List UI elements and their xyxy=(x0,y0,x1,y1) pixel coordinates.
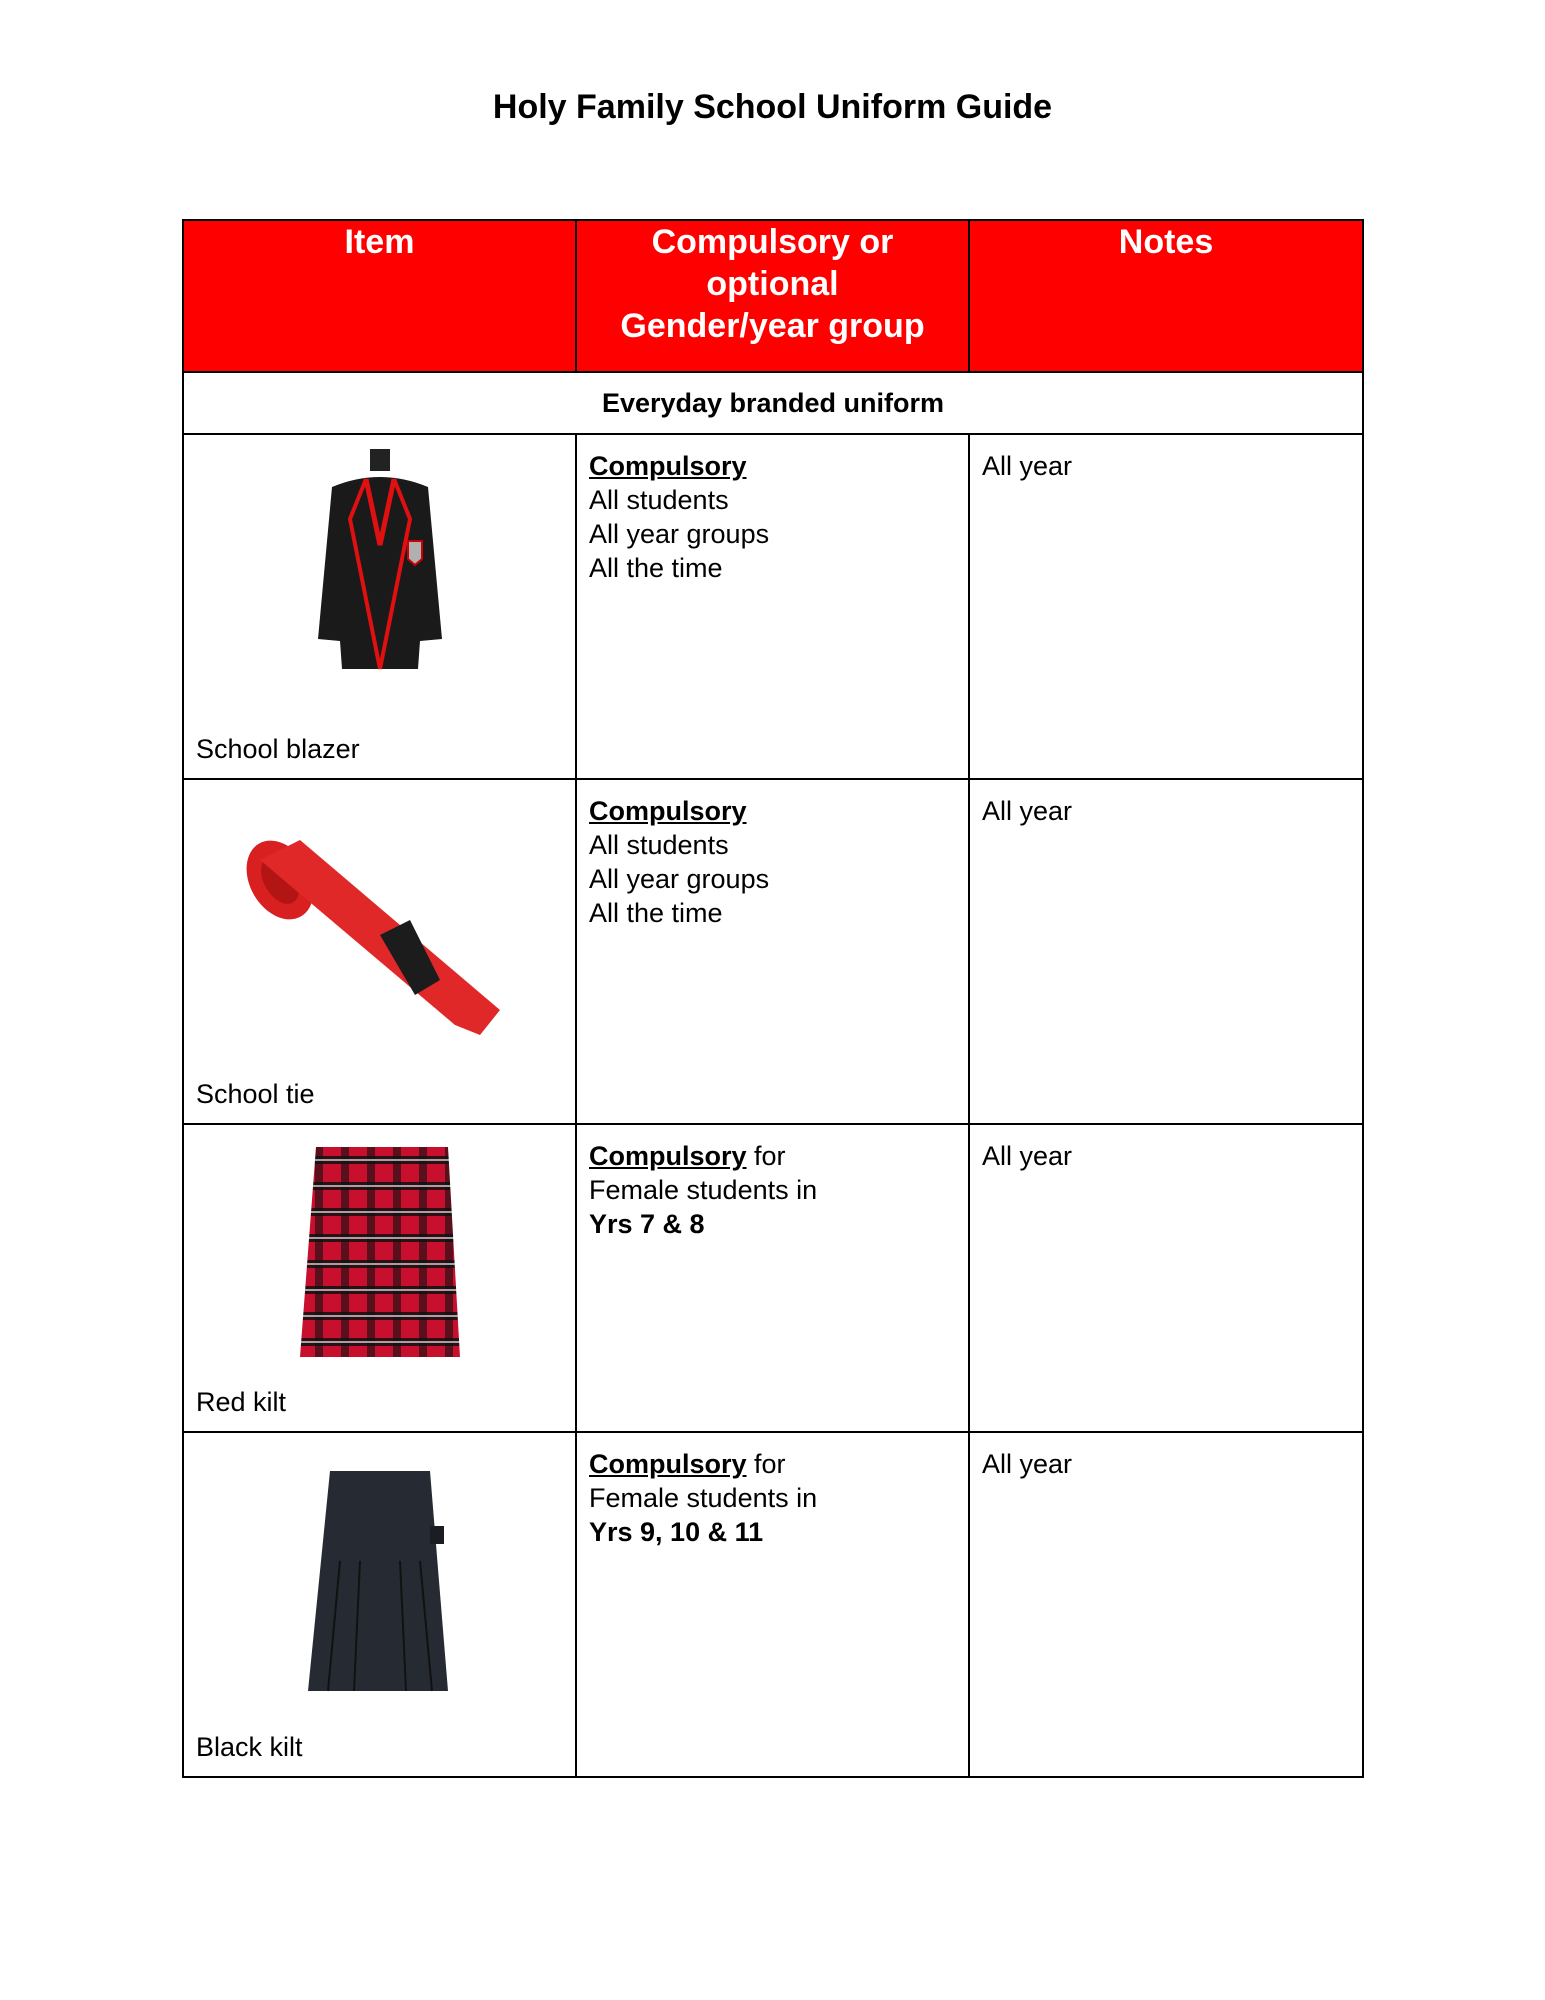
requirement-cell xyxy=(576,1124,969,1432)
requirement-line: Female students in xyxy=(589,1483,818,1513)
requirement-first-line xyxy=(589,1139,956,1173)
requirement-years: Yrs 9, 10 & 11 xyxy=(589,1517,764,1547)
blazer-icon xyxy=(184,449,575,689)
item-label: School blazer xyxy=(196,734,360,764)
table-row xyxy=(183,779,1363,1124)
item-label: School tie xyxy=(196,1079,315,1109)
requirement-years: Yrs 7 & 8 xyxy=(589,1209,705,1239)
item-cell xyxy=(183,1432,576,1777)
section-row xyxy=(183,372,1363,434)
requirement-line: All the time xyxy=(589,898,723,928)
requirement-suffix: for xyxy=(746,1449,786,1479)
notes-cell: All year xyxy=(969,1124,1363,1432)
requirement-status: Compulsory xyxy=(589,1141,747,1171)
requirement-line: All year groups xyxy=(589,864,770,894)
page-title: Holy Family School Uniform Guide xyxy=(492,88,1053,126)
requirement-cell xyxy=(576,779,969,1124)
table-row xyxy=(183,434,1363,779)
requirement-first-line xyxy=(589,1447,956,1481)
requirement-line: Female students in xyxy=(589,1175,818,1205)
requirement-line: All students xyxy=(589,485,729,515)
table-row xyxy=(183,1124,1363,1432)
red-kilt-icon xyxy=(184,1147,575,1367)
table-row xyxy=(183,1432,1363,1777)
requirement-status: Compulsory xyxy=(589,796,747,826)
requirement-cell xyxy=(576,1432,969,1777)
requirement-suffix: for xyxy=(746,1141,786,1171)
notes-cell: All year xyxy=(969,779,1363,1124)
requirement-line: All students xyxy=(589,830,729,860)
requirement-status: Compulsory xyxy=(589,1449,747,1479)
notes-cell: All year xyxy=(969,1432,1363,1777)
black-kilt-icon xyxy=(184,1471,575,1701)
item-label: Red kilt xyxy=(196,1387,287,1417)
requirement-cell xyxy=(576,434,969,779)
section-title: Everyday branded uniform xyxy=(183,372,1363,434)
header-requirement: Compulsory or optional Gender/year group xyxy=(576,220,969,372)
item-label: Black kilt xyxy=(196,1732,303,1762)
notes-cell: All year xyxy=(969,434,1363,779)
item-cell xyxy=(183,434,576,779)
item-cell xyxy=(183,779,576,1124)
item-cell xyxy=(183,1124,576,1432)
header-notes: Notes xyxy=(969,220,1363,372)
uniform-table xyxy=(182,219,1364,1778)
requirement-line: All the time xyxy=(589,553,723,583)
requirement-status: Compulsory xyxy=(589,451,747,481)
header-item: Item xyxy=(183,220,576,372)
requirement-line: All year groups xyxy=(589,519,770,549)
table-header-row xyxy=(183,220,1363,372)
tie-icon xyxy=(184,820,575,1060)
